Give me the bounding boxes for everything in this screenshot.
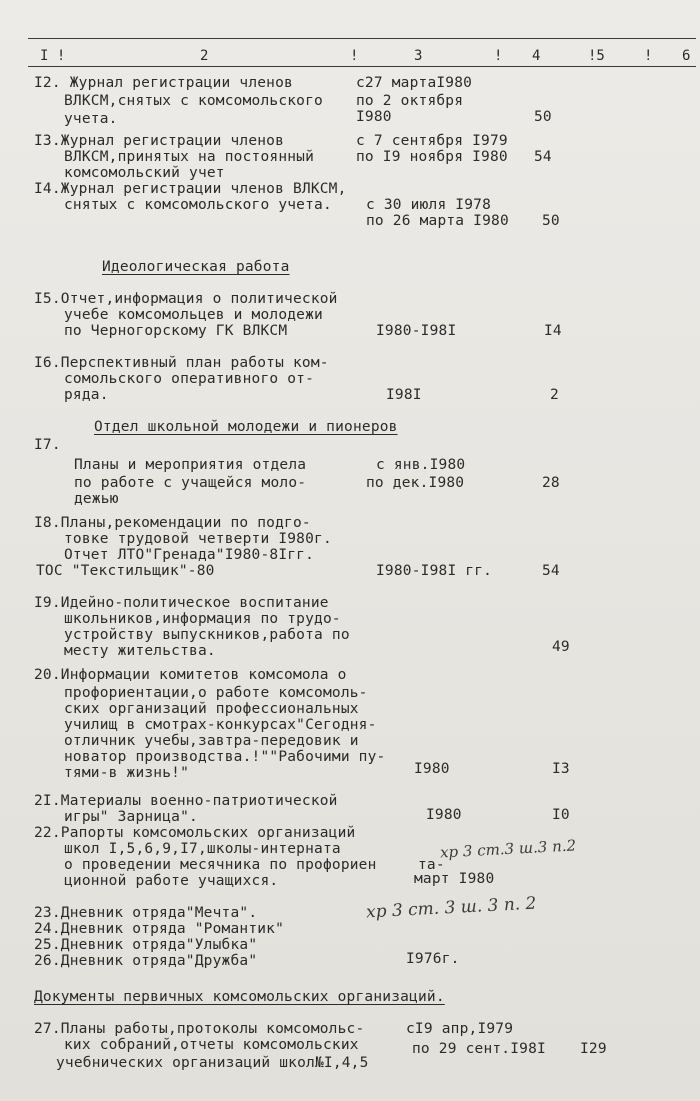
item-20-line-7: тями-в жизнь!" xyxy=(64,765,190,781)
item-20-line-4: училищ в смотрах-конкурсах"Сегодня- xyxy=(64,717,377,733)
item-20-sheets: I3 xyxy=(552,761,570,777)
item-17-line-1: Планы и мероприятия отдела xyxy=(74,457,307,473)
item-22-line-1: 22.Рапорты комсомольских организаций xyxy=(34,825,356,841)
item-14-date-2: по 26 марта I980 xyxy=(366,213,509,229)
item-25: 25.Дневник отряда"Улыбка" xyxy=(34,937,258,953)
item-17-date-1: с янв.I980 xyxy=(376,457,466,473)
item-22-date: март I980 xyxy=(414,871,495,887)
item-27-sheets: I29 xyxy=(580,1041,607,1057)
item-16-line-2: сомольского оперативного от- xyxy=(64,371,315,387)
header-sep-3: ! xyxy=(494,48,503,64)
item-12-date-3: I980 xyxy=(356,109,392,125)
header-top-rule xyxy=(28,38,696,39)
item-20-line-5: отличник учебы,завтра-передовик и xyxy=(64,733,359,749)
item-12-date-1: с27 мартаI980 xyxy=(356,75,473,91)
item-19-line-1: I9.Идейно-политическое воспитание xyxy=(34,595,329,611)
item-26: 26.Дневник отряда"Дружба" xyxy=(34,953,258,969)
item-27-date-1: сI9 апр,I979 xyxy=(406,1021,514,1037)
item-23: 23.Дневник отряда"Мечта". xyxy=(34,905,258,921)
section-primary-organizations: Документы первичных комсомольских организаций. xyxy=(34,989,445,1005)
header-col-4: 4 xyxy=(532,48,541,64)
item-12-line-2: ВЛКСМ,снятых с комсомольского xyxy=(64,93,323,109)
item-13-date-2: по I9 ноября I980 xyxy=(356,149,508,165)
item-19-line-2: школьников,информация по трудо- xyxy=(64,611,341,627)
item-20-line-1: 20.Информации комитетов комсомола о xyxy=(34,667,347,683)
item-20-line-3: ских организаций профессиональных xyxy=(64,701,359,717)
item-17-line-3: дежью xyxy=(74,491,119,507)
item-18-line-1: I8.Планы,рекомендации по подго- xyxy=(34,515,311,531)
header-col-6: 6 xyxy=(682,48,691,64)
item-17-date-2: по дек.I980 xyxy=(366,475,465,491)
header-bottom-rule xyxy=(28,66,696,67)
item-22-line-4: ционной работе учащихся. xyxy=(64,873,279,889)
item-16-line-1: I6.Перспективный план работы ком- xyxy=(34,355,329,371)
item-19-line-4: месту жительства. xyxy=(64,643,216,659)
item-22-line-2: школ I,5,6,9,I7,школы-интерната xyxy=(64,841,341,857)
item-14-line-1: I4.Журнал регистрации членов ВЛКСМ, xyxy=(34,181,347,197)
item-18-line-2: товке трудовой четверти I980г. xyxy=(64,531,332,547)
item-21-line-2: игры" Зарница". xyxy=(64,809,198,825)
item-12-date-2: по 2 октября xyxy=(356,93,464,109)
item-14-line-2: снятых с комсомольского учета. xyxy=(64,197,332,213)
item-12-sheets: 50 xyxy=(534,109,552,125)
item-22-line-3: о проведении месячника по профориен xyxy=(64,857,377,873)
item-16-line-3: ряда. xyxy=(64,387,109,403)
item-16-sheets: 2 xyxy=(550,387,559,403)
item-18-sheets: 54 xyxy=(542,563,560,579)
item-15-line-3: по Черногорскому ГК ВЛКСМ xyxy=(64,323,288,339)
header-sep-4-5: !5 xyxy=(588,48,605,64)
item-18-line-3: Отчет ЛТО"Гренада"I980-8Iгг. xyxy=(64,547,315,563)
item-21-date: I980 xyxy=(426,807,462,823)
section-ideological-work: Идеологическая работа xyxy=(102,259,290,275)
item-15-sheets: I4 xyxy=(544,323,562,339)
item-22-line-3-wrap: та- xyxy=(418,857,445,873)
item-13-date-1: с 7 сентября I979 xyxy=(356,133,508,149)
header-col-2: 2 xyxy=(200,48,209,64)
item-27-line-2: ких собраний,отчеты комсомольских xyxy=(64,1037,359,1053)
item-21-sheets: I0 xyxy=(552,807,570,823)
item-19-sheets: 49 xyxy=(552,639,570,655)
item-19-line-3: устройству выпускников,работа по xyxy=(64,627,350,643)
item-20-line-6: новатор производства.!""Рабочими пу- xyxy=(64,749,386,765)
item-27-date-2: по 29 сент.I98I xyxy=(412,1041,546,1057)
item-17-number: I7. xyxy=(34,437,61,453)
item-13-line-3: комсомольский учет xyxy=(64,165,225,181)
item-15-line-2: учебе комсомольцев и молодежи xyxy=(64,307,323,323)
item-20-date: I980 xyxy=(414,761,450,777)
section-school-youth: Отдел школьной молодежи и пионеров xyxy=(94,419,398,435)
header-sep-2: ! xyxy=(350,48,359,64)
item-16-date: I98I xyxy=(386,387,422,403)
item-13-sheets: 54 xyxy=(534,149,552,165)
item-13-line-1: I3.Журнал регистрации членов xyxy=(34,133,285,149)
item-18-line-4: ТОС "Текстильщик"-80 xyxy=(36,563,215,579)
header-col-3: 3 xyxy=(414,48,423,64)
item-27-line-3: учебнических организаций школ№I,4,5 xyxy=(56,1055,369,1071)
item-14-date-1: с 30 июля I978 xyxy=(366,197,492,213)
item-12-line-3: учета. xyxy=(64,111,118,127)
item-15-line-1: I5.Отчет,информация о политической xyxy=(34,291,338,307)
item-24: 24.Дневник отряда "Романтик" xyxy=(34,921,285,937)
item-18-date: I980-I98I гг. xyxy=(376,563,493,579)
item-12-line-1: I2. Журнал регистрации членов xyxy=(34,75,293,91)
item-14-sheets: 50 xyxy=(542,213,560,229)
item-13-line-2: ВЛКСМ,принятых на постоянный xyxy=(64,149,315,165)
handwritten-storage-note-2: хр 3 ст. 3 ш. 3 п. 2 xyxy=(365,893,537,923)
item-21-line-1: 2I.Материалы военно-патриотической xyxy=(34,793,338,809)
item-27-line-1: 27.Планы работы,протоколы комсомольс- xyxy=(34,1021,365,1037)
item-15-date: I980-I98I xyxy=(376,323,457,339)
items-23-26-date: I976г. xyxy=(406,951,460,967)
item-20-line-2: профориентации,о работе комсомоль- xyxy=(64,685,368,701)
header-sep-5-6: ! xyxy=(644,48,653,64)
header-col-1: I ! xyxy=(40,48,66,64)
item-17-line-2: по работе с учащейся моло- xyxy=(74,475,307,491)
handwritten-storage-note-1: хр 3 ст.3 ш.3 п.2 xyxy=(439,836,577,862)
item-17-sheets: 28 xyxy=(542,475,560,491)
